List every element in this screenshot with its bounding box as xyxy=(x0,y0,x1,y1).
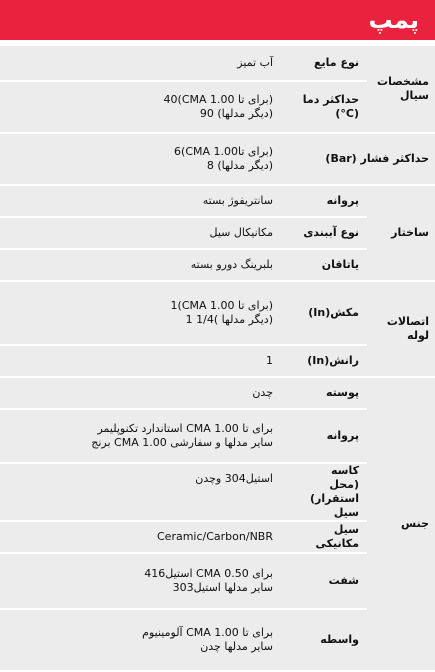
value-impeller-structure: سانتریفوژ بسته xyxy=(0,186,281,216)
label-shaft: شفت xyxy=(281,554,367,608)
table-row xyxy=(0,282,435,344)
value-discharge: 1 xyxy=(0,346,281,376)
section-pipe: اتصالات لوله xyxy=(367,282,435,376)
value-max-temp: (برای تا CMA 1.00)40 (دیگر مدلها) 90 xyxy=(0,82,281,132)
label-discharge: رانش(In) xyxy=(281,346,367,376)
value-mechanical-seal: Ceramic/Carbon/NBR xyxy=(0,522,281,552)
table-row xyxy=(0,378,435,408)
spec-table xyxy=(0,44,435,672)
value-fluid-type: آب تمیز xyxy=(0,46,281,80)
label-bowl: کاسه (محل استقرار) سیل xyxy=(281,464,367,520)
section-fluid: مشخصات سیال xyxy=(367,46,435,132)
table-row xyxy=(0,46,435,80)
label-casing: پوسته xyxy=(281,378,367,408)
label-mechanical-seal: سیل مکانیکی xyxy=(281,522,367,552)
label-suction: مکش(In) xyxy=(281,282,367,344)
value-seal-type: مکانیکال سیل xyxy=(0,218,281,248)
value-bowl: استیل304 وچدن xyxy=(0,464,281,520)
label-fluid-type: نوع مایع xyxy=(281,46,367,80)
page-title: پمپ xyxy=(368,6,419,34)
value-impeller-material: برای تا CMA 1.00 استاندارد تکنوپلیمر سایر مدلها و سفارشی CMA 1.00 برنج xyxy=(0,410,281,462)
label-impeller-material: پروانه xyxy=(281,410,367,462)
label-adapter: واسطه xyxy=(281,610,367,670)
value-bearing: بلبرینگ دورو بسته xyxy=(0,250,281,280)
title-bar xyxy=(0,0,435,40)
value-shaft: برای CMA 0.50 استیل416 سایر مدلها استیل303 xyxy=(0,554,281,608)
value-casing: چدن xyxy=(0,378,281,408)
label-max-temp: حداکثر دما (C°) xyxy=(281,82,367,132)
section-material: جنس xyxy=(367,378,435,670)
table-row xyxy=(0,134,435,184)
label-seal-type: نوع آببندی xyxy=(281,218,367,248)
label-max-pressure: حداکثر فشار (Bar) xyxy=(281,134,435,184)
value-max-pressure: (برای تاCMA 1.00)6 (دیگر مدلها) 8 xyxy=(0,134,281,184)
section-structure: ساختار xyxy=(367,186,435,280)
value-adapter: برای تا CMA 1.00 آلومینیوم سایر مدلها چدن xyxy=(0,610,281,670)
table-row xyxy=(0,186,435,216)
value-suction: (برای تا CMA 1.00)1 (دیگر مدلها )1/4 1 xyxy=(0,282,281,344)
label-bearing: یاتاقان xyxy=(281,250,367,280)
label-impeller-structure: پروانه xyxy=(281,186,367,216)
